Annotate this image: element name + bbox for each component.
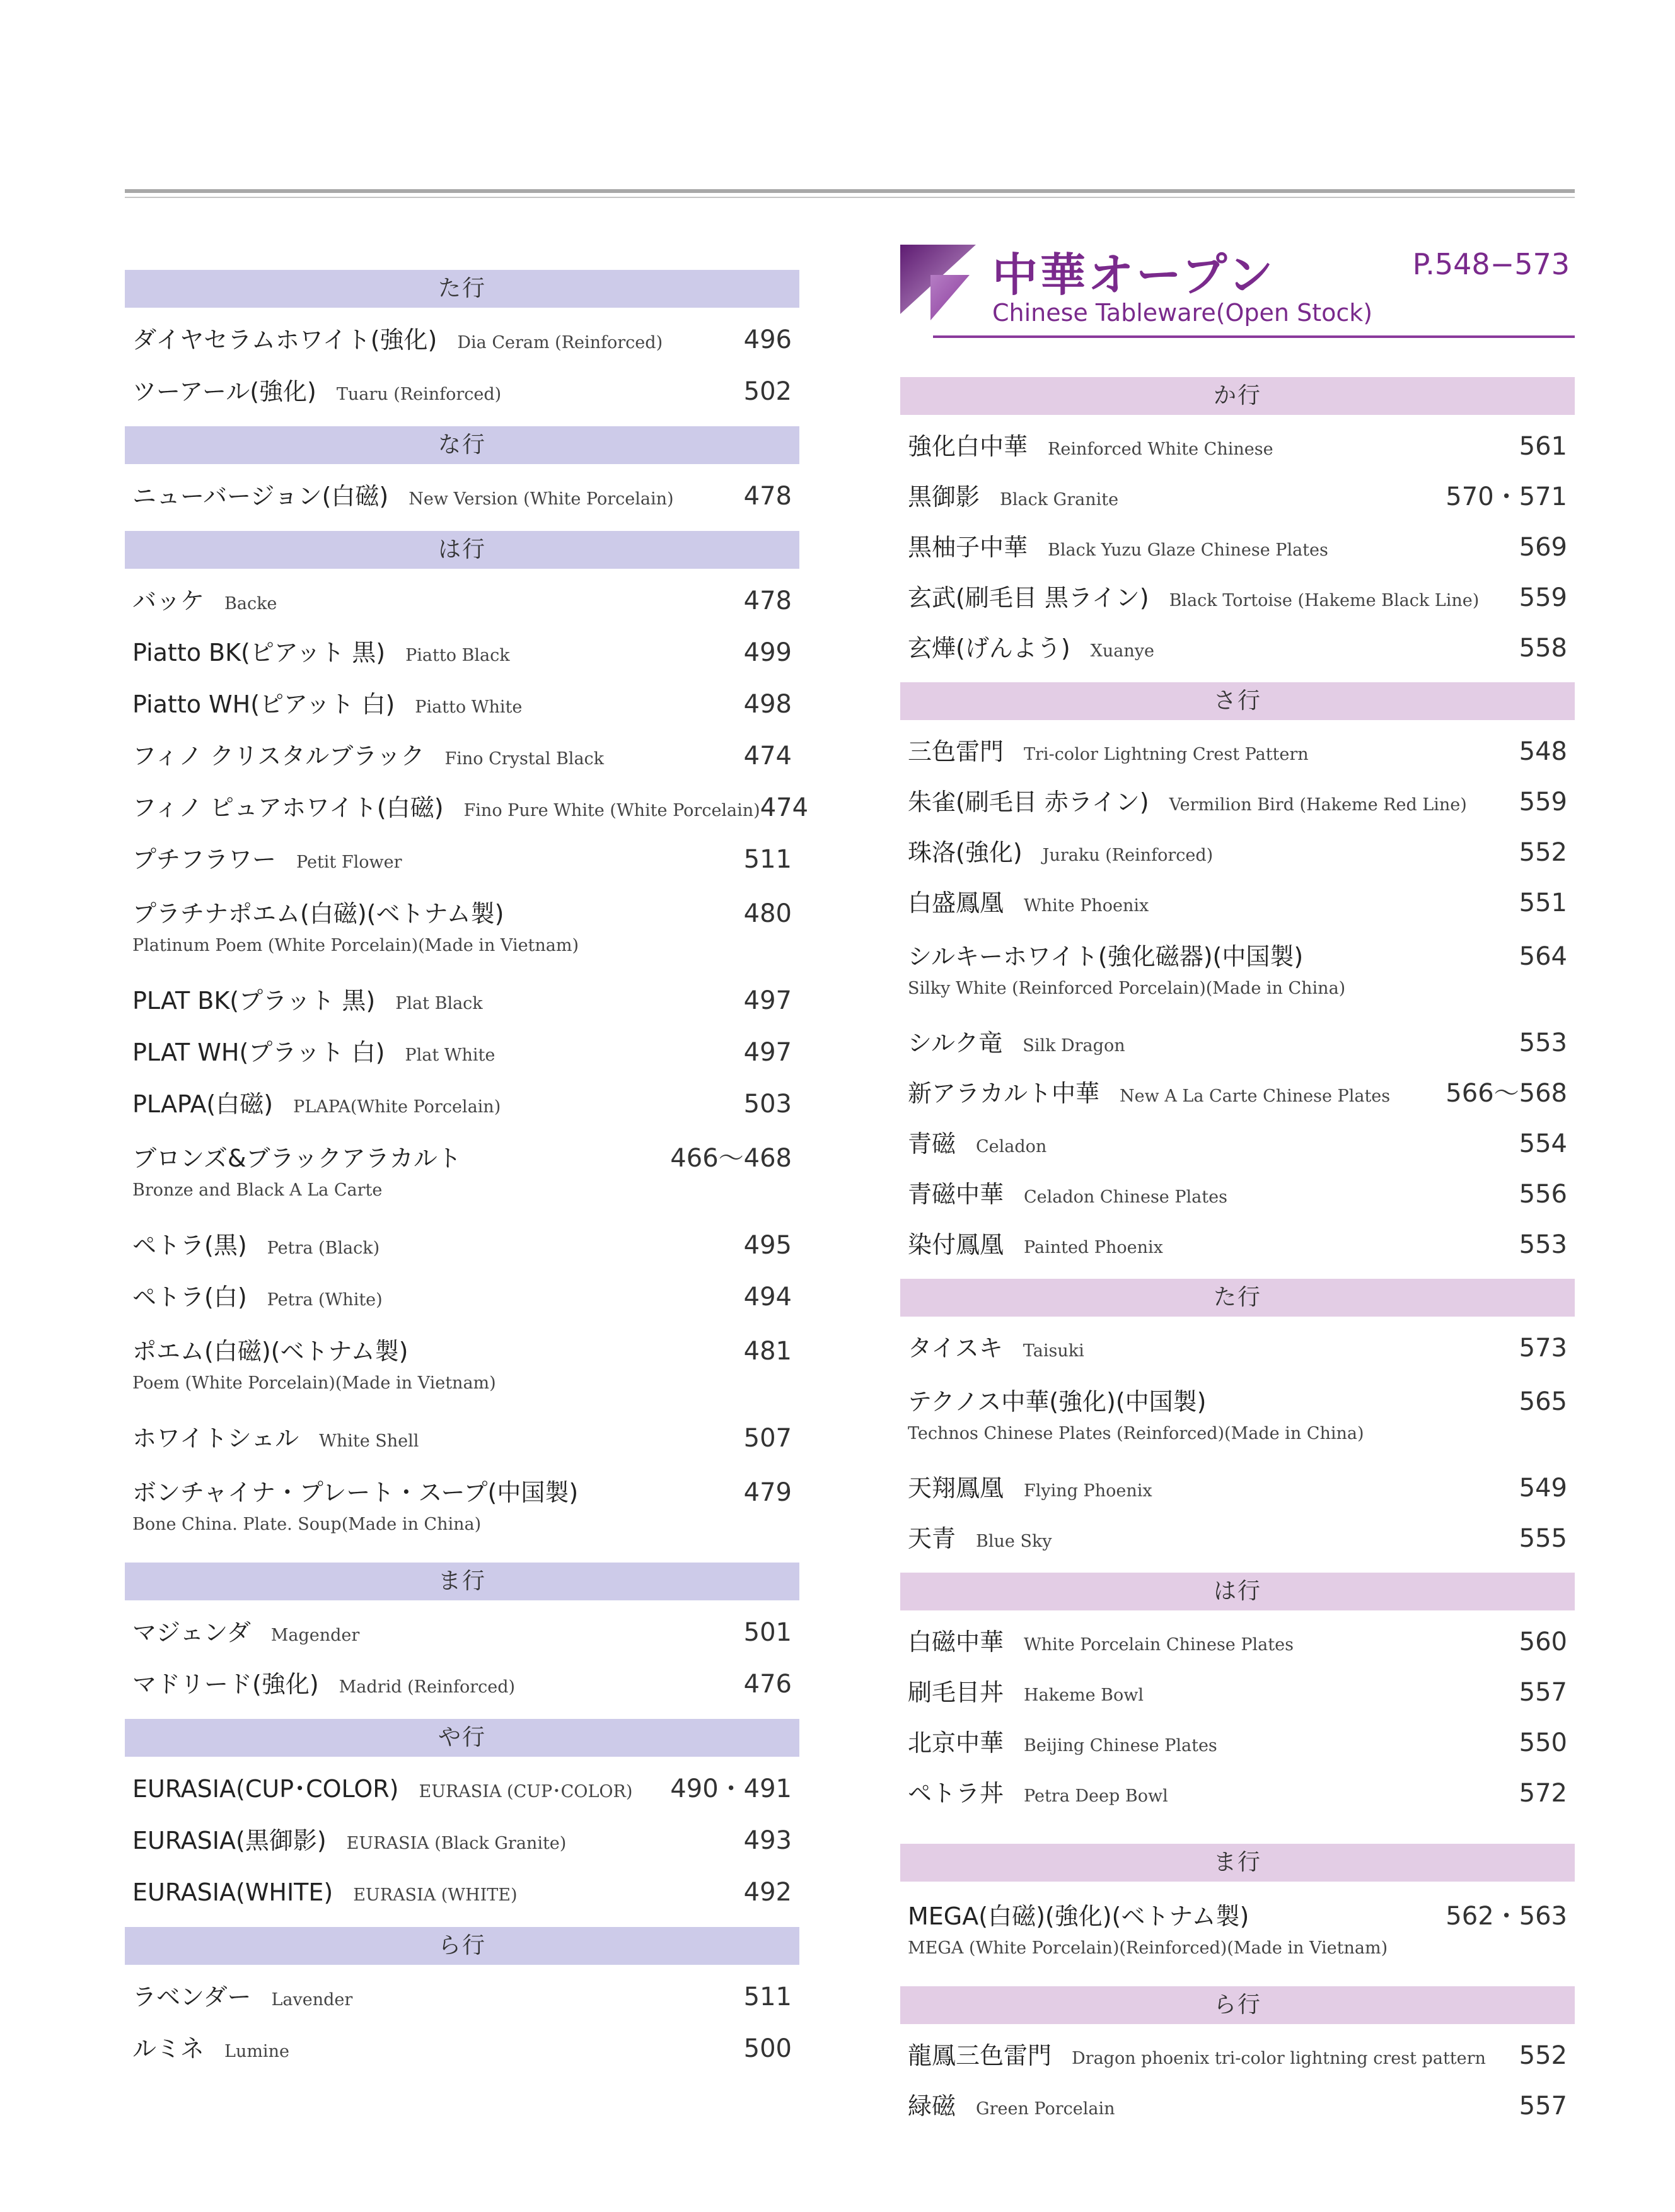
index-entry: [125, 627, 799, 678]
entry-page: 502: [743, 377, 792, 406]
entry-jp: 天翔鳳凰: [908, 1474, 1004, 1502]
entry-page: 500: [743, 2034, 792, 2063]
entry-en: Petit Flower: [296, 853, 402, 872]
entry-jp: 龍鳳三色雷門: [908, 2042, 1052, 2069]
index-entry: [900, 878, 1575, 928]
entry-en: MEGA (White Porcelain)(Reinforced)(Made in Vietnam): [908, 1938, 1388, 1958]
entry-jp: ブロンズ&ブラックアラカルト: [132, 1144, 461, 1172]
entry-jp: テクノス中華(強化)(中国製): [908, 1388, 1207, 1416]
entry-en: White Phoenix: [1024, 896, 1149, 916]
index-entry-two-line: [900, 928, 1575, 1018]
entry-jp: 珠洛(強化): [908, 839, 1023, 866]
entry-page: 548: [1519, 737, 1567, 766]
index-entry: [900, 1220, 1575, 1270]
category-title-block: [900, 245, 1575, 352]
index-entry-two-line: [900, 1373, 1575, 1463]
section-header-ya: や行: [125, 1719, 799, 1757]
entry-jp: シルキーホワイト(強化磁器)(中国製): [908, 943, 1304, 970]
entry-en: Petra (White): [267, 1290, 383, 1310]
entry-en: Technos Chinese Plates (Reinforced)(Made in China): [908, 1424, 1364, 1443]
entry-page: 495: [743, 1231, 792, 1260]
entry-jp: 青磁中華: [908, 1180, 1004, 1208]
entry-en: Black Yuzu Glaze Chinese Plates: [1048, 540, 1328, 560]
index-entry: [125, 1607, 799, 1658]
entry-jp: マドリード(強化): [132, 1670, 319, 1698]
entry-page: 480: [743, 899, 792, 928]
entry-en: Tri-color Lightning Crest Pattern: [1024, 745, 1309, 764]
entry-jp: ペトラ丼: [908, 1779, 1004, 1807]
entry-jp: 三色雷門: [908, 738, 1004, 765]
entry-en: Madrid (Reinforced): [339, 1677, 516, 1697]
entry-jp: 黒御影: [908, 483, 980, 511]
entry-en: Silk Dragon: [1023, 1036, 1125, 1056]
entry-jp: 染付鳳凰: [908, 1231, 1004, 1259]
entry-page: 478: [743, 482, 792, 511]
entry-en: PLAPA(White Porcelain): [293, 1097, 501, 1117]
entry-page: 499: [743, 638, 792, 667]
entry-page: 493: [743, 1826, 792, 1855]
index-entry: [900, 827, 1575, 878]
entry-page: 552: [1519, 2041, 1567, 2070]
entry-jp: シルク竜: [908, 1029, 1003, 1057]
entry-jp: Piatto BK(ピアット 黒): [132, 639, 386, 667]
entry-en: White Porcelain Chinese Plates: [1024, 1635, 1294, 1655]
entry-page: 561: [1519, 432, 1567, 461]
entry-page: 553: [1519, 1230, 1567, 1259]
index-entry: [125, 975, 799, 1027]
index-entry: [125, 1866, 799, 1918]
entry-jp: 北京中華: [908, 1729, 1004, 1757]
entry-jp: ダイヤセラムホワイト(強化): [132, 326, 438, 354]
entry-jp: ペトラ(白): [132, 1283, 247, 1311]
entry-page: 497: [743, 986, 792, 1015]
index-entry: [125, 470, 799, 522]
entry-jp: ボンチャイナ・プレート・スープ(中国製): [132, 1479, 579, 1506]
entry-en: Juraku (Reinforced): [1042, 846, 1214, 865]
entry-en: Hakeme Bowl: [1024, 1685, 1144, 1705]
entry-page: 496: [743, 325, 792, 354]
index-entry: [125, 678, 799, 730]
entry-jp: EURASIA(WHITE): [132, 1878, 333, 1906]
section-header-ka: か行: [900, 377, 1575, 415]
entry-en: Bronze and Black A La Carte: [132, 1180, 383, 1200]
entry-en: Poem (White Porcelain)(Made in Vietnam): [132, 1373, 496, 1393]
title-underline: [933, 335, 1575, 338]
entry-jp: 朱雀(刷毛目 赤ライン): [908, 788, 1149, 816]
entry-en: Fino Pure White (White Porcelain): [463, 801, 760, 820]
entry-jp: 黒柚子中華: [908, 533, 1028, 561]
entry-en: Painted Phoenix: [1024, 1238, 1163, 1257]
entry-en: Celadon Chinese Plates: [1024, 1187, 1227, 1207]
entry-page: 466～468: [670, 1144, 792, 1173]
entry-jp: タイスキ: [908, 1334, 1003, 1362]
index-entry: [125, 1412, 799, 1464]
section-header-ma: ま行: [125, 1563, 799, 1600]
entry-en: Black Tortoise (Hakeme Black Line): [1169, 591, 1480, 610]
index-entry: [125, 1763, 799, 1815]
entry-en: EURASIA (Black Granite): [346, 1834, 567, 1853]
entry-jp: 白盛鳳凰: [908, 889, 1004, 917]
index-entry: [900, 1617, 1575, 1667]
section-header-na: な行: [125, 426, 799, 464]
entry-en: Green Porcelain: [976, 2099, 1115, 2119]
entry-en: EURASIA (CUP･COLOR): [419, 1782, 633, 1802]
section-header-ta: た行: [900, 1279, 1575, 1317]
index-entry: [125, 1027, 799, 1078]
index-entry: [125, 1220, 799, 1271]
index-entry: [900, 1463, 1575, 1513]
entry-jp: 白磁中華: [908, 1628, 1004, 1656]
entry-page: 551: [1519, 888, 1567, 917]
entry-en: Silky White (Reinforced Porcelain)(Made in China): [908, 979, 1346, 998]
entry-page: 511: [743, 845, 792, 874]
entry-page: 555: [1519, 1524, 1567, 1553]
index-entry: [900, 472, 1575, 522]
entry-jp: マジェンダ: [132, 1619, 251, 1646]
category-title-en: Chinese Tableware(Open Stock): [992, 299, 1373, 327]
entry-jp: 緑磁: [908, 2092, 956, 2120]
entry-en: Fino Crystal Black: [444, 749, 605, 769]
index-entry: [125, 1971, 799, 2023]
index-entry: [900, 726, 1575, 777]
entry-en: Vermilion Bird (Hakeme Red Line): [1169, 795, 1467, 815]
entry-page: 554: [1519, 1129, 1567, 1158]
entry-en: Petra (Black): [267, 1238, 380, 1258]
entry-jp: EURASIA(黒御影): [132, 1827, 327, 1854]
category-page-range: P.548−573: [1412, 247, 1570, 281]
section-header-ha: は行: [125, 531, 799, 569]
index-entry: [900, 623, 1575, 673]
index-entry: [125, 834, 799, 885]
entry-en: Plat Black: [395, 994, 483, 1013]
entry-page: 562・563: [1446, 1902, 1567, 1931]
category-title-jp: 中華オープン: [992, 248, 1276, 301]
entry-page: 573: [1519, 1334, 1567, 1363]
index-entry: [125, 1078, 799, 1130]
index-entry-two-line: [125, 885, 799, 975]
entry-jp: PLAT WH(プラット 白): [132, 1039, 385, 1066]
entry-page: 501: [743, 1618, 792, 1647]
index-entry: [900, 1667, 1575, 1718]
entry-en: Petra Deep Bowl: [1024, 1786, 1168, 1806]
entry-jp: ポエム(白磁)(ベトナム製): [132, 1337, 409, 1365]
entry-page: 572: [1519, 1779, 1567, 1808]
entry-page: 497: [743, 1038, 792, 1067]
entry-jp: EURASIA(CUP･COLOR): [132, 1775, 399, 1803]
top-rule-thin: [125, 197, 1575, 198]
index-entry-two-line: [125, 1323, 799, 1412]
entry-page: 511: [743, 1982, 792, 2011]
entry-jp: 刷毛目丼: [908, 1679, 1004, 1706]
left-index-column: [125, 270, 809, 2075]
entry-en: Piatto White: [415, 697, 523, 717]
entry-jp: ラベンダー: [132, 1983, 252, 2011]
entry-page: 490・491: [670, 1774, 792, 1803]
entry-en: Lumine: [224, 2042, 289, 2061]
index-entry: [900, 1768, 1575, 1819]
entry-en: New A La Carte Chinese Plates: [1120, 1086, 1391, 1106]
entry-jp: Piatto WH(ピアット 白): [132, 690, 395, 718]
entry-en: Taisuki: [1023, 1341, 1084, 1361]
entry-en: New Version (White Porcelain): [409, 489, 674, 509]
entry-en: Lavender: [271, 1990, 353, 2010]
entry-en: Plat White: [405, 1045, 496, 1065]
entry-en: Beijing Chinese Plates: [1024, 1736, 1217, 1755]
index-entry: [900, 1018, 1575, 1068]
entry-page: 498: [743, 690, 792, 719]
entry-page: 570・571: [1446, 482, 1567, 511]
entry-page: 564: [1519, 942, 1567, 971]
index-entry: [900, 421, 1575, 472]
entry-page: 479: [743, 1478, 792, 1507]
index-entry: [900, 1169, 1575, 1220]
entry-jp: フィノ ピュアホワイト(白磁): [132, 794, 444, 822]
index-entry-two-line: [125, 1130, 799, 1220]
section-header-sa: さ行: [900, 682, 1575, 720]
index-entry: [125, 1658, 799, 1710]
entry-jp: ツーアール(強化): [132, 378, 316, 405]
entry-en: Piatto Black: [405, 646, 510, 665]
section-header-ma: ま行: [900, 1844, 1575, 1882]
entry-en: Xuanye: [1090, 641, 1154, 661]
entry-en: Flying Phoenix: [1024, 1481, 1152, 1501]
entry-jp: プチフラワー: [132, 846, 277, 873]
index-entry: [125, 782, 809, 834]
entry-page: 560: [1519, 1627, 1567, 1656]
section-header-ra: ら行: [125, 1927, 799, 1965]
entry-en: Bone China. Plate. Soup(Made in China): [132, 1515, 482, 1534]
entry-page: 550: [1519, 1728, 1567, 1757]
entry-en: Platinum Poem (White Porcelain)(Made in Vietnam): [132, 936, 579, 955]
entry-en: Backe: [224, 594, 277, 614]
entry-jp: プラチナポエム(白磁)(ベトナム製): [132, 900, 504, 928]
index-entry: [125, 1271, 799, 1323]
index-entry: [900, 1323, 1575, 1373]
entry-page: 557: [1519, 2092, 1567, 2121]
index-entry: [900, 2030, 1575, 2081]
entry-en: White Shell: [319, 1431, 419, 1451]
entry-jp: フィノ クリスタルブラック: [132, 742, 425, 770]
entry-page: 481: [743, 1337, 792, 1366]
entry-page: 492: [743, 1878, 792, 1907]
index-entry: [900, 1718, 1575, 1768]
entry-jp: バッケ: [132, 587, 205, 615]
section-header-ha: は行: [900, 1573, 1575, 1610]
index-entry: [900, 777, 1575, 827]
index-entry: [125, 366, 799, 417]
entry-page: 569: [1519, 533, 1567, 562]
entry-page: 559: [1519, 788, 1567, 817]
entry-jp: PLAPA(白磁): [132, 1090, 274, 1118]
entry-page: 478: [743, 586, 792, 615]
entry-page: 494: [743, 1283, 792, 1312]
entry-page: 474: [760, 793, 809, 822]
entry-page: 552: [1519, 838, 1567, 867]
entry-page: 553: [1519, 1028, 1567, 1057]
entry-en: Magender: [270, 1626, 360, 1645]
entry-page: 558: [1519, 634, 1567, 663]
index-entry: [900, 522, 1575, 573]
entry-jp: 青磁: [908, 1130, 956, 1158]
entry-en: Blue Sky: [976, 1532, 1052, 1551]
index-entry: [125, 1815, 799, 1866]
index-entry: [125, 2023, 799, 2075]
entry-jp: ニューバージョン(白磁): [132, 482, 389, 510]
entry-page: 474: [743, 742, 792, 771]
index-entry: [900, 2081, 1575, 2131]
entry-en: EURASIA (WHITE): [353, 1885, 518, 1905]
index-entry: [900, 1513, 1575, 1564]
entry-en: Dragon phoenix tri-color lightning crest pattern: [1072, 2049, 1486, 2068]
entry-en: Tuaru (Reinforced): [336, 385, 502, 404]
entry-page: 557: [1519, 1678, 1567, 1707]
entry-jp: PLAT BK(プラット 黒): [132, 987, 376, 1015]
right-index-column: [900, 245, 1575, 2131]
entry-jp: 玄燁(げんよう): [908, 634, 1070, 662]
index-entry: [125, 730, 799, 782]
entry-page: 565: [1519, 1387, 1567, 1416]
entry-jp: 玄武(刷毛目 黒ライン): [908, 584, 1149, 612]
entry-page: 507: [743, 1424, 792, 1453]
section-header-ta: た行: [125, 270, 799, 308]
entry-en: Celadon: [976, 1137, 1047, 1156]
entry-jp: ペトラ(黒): [132, 1231, 247, 1259]
category-logo-icon: [900, 245, 976, 320]
entry-jp: MEGA(白磁)(強化)(ベトナム製): [908, 1902, 1249, 1930]
entry-page: 566～568: [1446, 1079, 1567, 1108]
entry-jp: 強化白中華: [908, 433, 1028, 460]
entry-jp: 天青: [908, 1525, 956, 1552]
section-header-ra: ら行: [900, 1986, 1575, 2024]
entry-jp: 新アラカルト中華: [908, 1080, 1100, 1107]
index-entry-two-line: [125, 1464, 799, 1554]
index-entry: [125, 575, 799, 627]
entry-en: Reinforced White Chinese: [1048, 439, 1273, 459]
entry-page: 556: [1519, 1180, 1567, 1209]
entry-page: 476: [743, 1670, 792, 1699]
index-entry: [125, 314, 799, 366]
entry-en: Dia Ceram (Reinforced): [457, 333, 663, 352]
entry-page: 559: [1519, 583, 1567, 612]
index-entry: [900, 1119, 1575, 1169]
index-entry: [900, 1068, 1575, 1119]
index-entry-two-line: [900, 1888, 1575, 1977]
top-rule: [125, 189, 1575, 193]
entry-jp: ルミネ: [132, 2035, 205, 2063]
entry-page: 549: [1519, 1474, 1567, 1503]
entry-en: Black Granite: [1000, 490, 1119, 509]
index-entry: [900, 573, 1575, 623]
entry-page: 503: [743, 1090, 792, 1119]
entry-jp: ホワイトシェル: [132, 1424, 299, 1452]
